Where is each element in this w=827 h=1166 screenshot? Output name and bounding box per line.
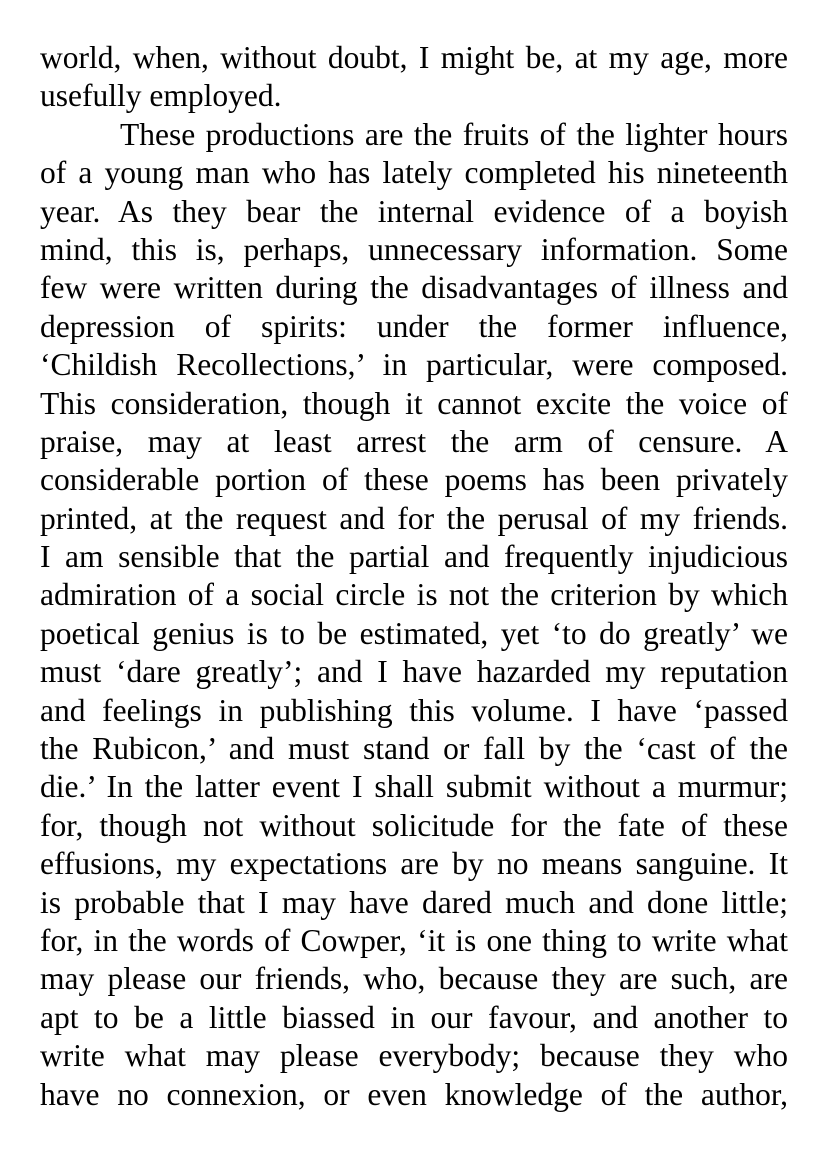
page-text <box>40 39 788 1114</box>
text-line: and feelings in publishing this volume. I have ‘passed <box>40 692 788 728</box>
text-line: die.’ In the latter event I shall submit without a murmur; <box>40 769 788 805</box>
text-line: This consideration, though it cannot excite the voice of <box>40 385 788 421</box>
paragraph-preface <box>40 116 788 1114</box>
text-line: usefully employed. <box>40 78 282 114</box>
text-line: printed, at the request and for the perusal of my friends. <box>40 500 788 536</box>
text-line: the Rubicon,’ and must stand or fall by the ‘cast of the <box>40 731 788 767</box>
text-line: of a young man who has lately completed his nineteenth <box>40 155 788 191</box>
text-line: I am sensible that the partial and frequently injudicious <box>40 539 788 575</box>
text-line: have no connexion, or even knowledge of the author, <box>40 1076 788 1112</box>
text-line: admiration of a social circle is not the criterion by which <box>40 577 788 613</box>
text-line: may please our friends, who, because they are such, are <box>40 961 788 997</box>
text-line: year. As they bear the internal evidence of a boyish <box>40 193 788 229</box>
text-line: write what may please everybody; because they who <box>40 1038 788 1074</box>
text-line: ‘Childish Recollections,’ in particular, were composed. <box>40 347 788 383</box>
text-line: for, in the words of Cowper, ‘it is one thing to write what <box>40 922 788 958</box>
text-line: world, when, without doubt, I might be, at my age, more <box>40 40 788 75</box>
text-line: depression of spirits: under the former influence, <box>40 308 788 344</box>
text-line: praise, may at least arrest the arm of censure. A <box>40 423 788 459</box>
text-line: effusions, my expectations are by no means sanguine. It <box>40 846 788 882</box>
text-line: apt to be a little biassed in our favour, and another to <box>40 999 788 1035</box>
text-line: mind, this is, perhaps, unnecessary information. Some <box>40 231 788 267</box>
text-line: few were written during the disadvantages of illness and <box>40 270 788 306</box>
text-line: for, though not without solicitude for the fate of these <box>40 807 788 843</box>
text-line: These productions are the fruits of the lighter hours <box>120 116 788 152</box>
text-line: poetical genius is to be estimated, yet ‘to do greatly’ we <box>40 615 788 651</box>
paragraph-continued <box>40 39 788 116</box>
text-line: is probable that I may have dared much and done little; <box>40 884 788 920</box>
text-line: considerable portion of these poems has been privately <box>40 462 788 498</box>
text-line: must ‘dare greatly’; and I have hazarded my reputation <box>40 654 788 690</box>
